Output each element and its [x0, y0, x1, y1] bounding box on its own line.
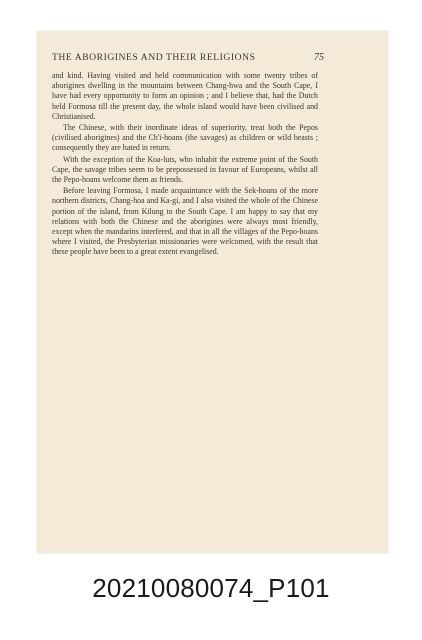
- body-text: [52, 71, 318, 258]
- paragraph: Before leaving Formosa, I made acquaintance with the Sek-hoans of the more northern districts, Chang-hoa and Ka-gi, and I also visited the whole of the Chinese portion of the island, from Kilung to the South Cape. I am happy to say that my relations with both the Chinese and the aborigines were always most friendly, except when the mandarins interfered, and that in all the villages of the Pepo-hoans where I visited, the Presbyterian missionaries were welcomed, with the result that these people have been to a great extent evangelised.: [52, 186, 318, 257]
- page-number: 75: [314, 52, 324, 63]
- image-identifier: 20210080074_P101: [92, 573, 330, 603]
- running-header: [52, 52, 324, 63]
- paragraph: With the exception of the Koa-luts, who inhabit the extreme point of the South Cape, the savage tribes seem to be prepossessed in favour of Europeans, whilst all the Pepo-hoans welcome them as friends.: [52, 154, 318, 185]
- paragraph: The Chinese, with their inordinate ideas of superiority, treat both the Pepos (civilised aborigines) and the Ch'i-hoans (the savages) as children or wild beasts ; consequently they are hated in return.: [52, 123, 318, 153]
- paragraph: and kind. Having visited and held communication with some twenty tribes of aborigines dwelling in the mountains between Chang-hwa and the South Cape, I have had every opportunity to form an opinion ; and I believe that, had the Dutch held Formosa till the present day, the whole island would have been civilised and Christianised.: [52, 71, 318, 121]
- running-title: THE ABORIGINES AND THEIR RELIGIONS: [52, 52, 256, 63]
